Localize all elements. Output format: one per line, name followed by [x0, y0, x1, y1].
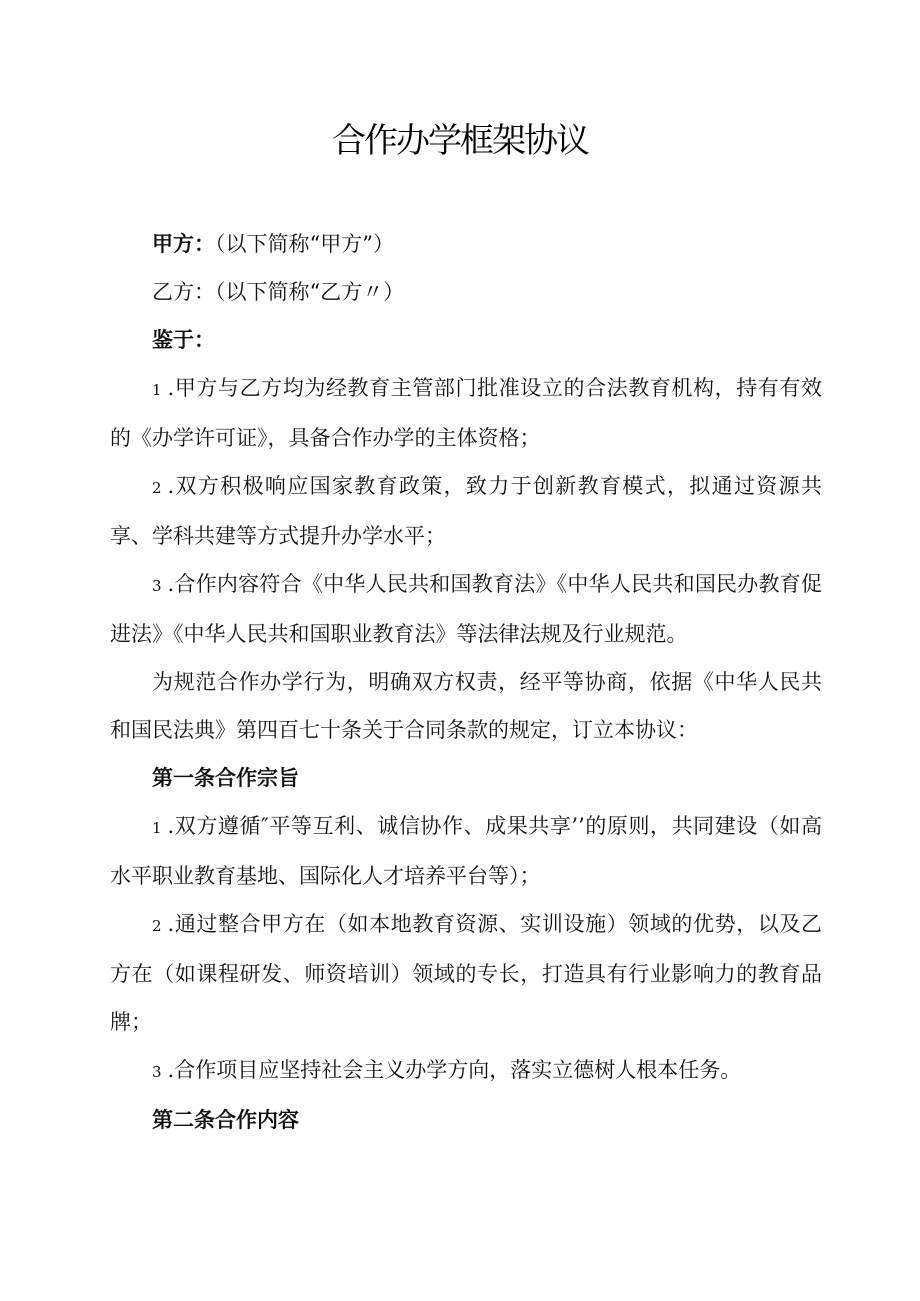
whereas-item-number: 2 — [152, 479, 162, 497]
whereas-item-number: 3 — [152, 577, 162, 595]
document-title: 合作办学框架协议 — [332, 121, 588, 161]
party-b-text: （以下简称“乙方〃） — [215, 280, 405, 304]
article-1-item-number: 2 — [152, 917, 162, 935]
article-1-item-number: 3 — [152, 1063, 162, 1081]
whereas-item — [110, 560, 822, 658]
party-b-line — [110, 268, 822, 316]
article-1-item-number: 1 — [152, 819, 162, 837]
whereas-item — [110, 462, 822, 560]
document-body — [110, 220, 822, 1144]
whereas-heading: 鉴于： — [152, 328, 215, 352]
whereas-item-text: .甲方与乙方均为经教育主管部门批准设立的合法教育机构，持有有效的《办学许可证》，具备合作办学的主体资格； — [110, 376, 822, 450]
intro-paragraph: 为规范合作办学行为，明确双方权责，经平等协商，依据《中华人民共和国民法典》第四百七十条关于合同条款的规定，订立本协议： — [110, 670, 822, 742]
article-1-item — [110, 802, 822, 900]
party-b-label: 乙方： — [152, 280, 215, 304]
article-1-heading: 第一条合作宗旨 — [152, 766, 299, 790]
whereas-item-text: .双方积极响应国家教育政策，致力于创新教育模式，拟通过资源共享、学科共建等方式提升办学水平； — [110, 474, 822, 548]
whereas-item-number: 1 — [152, 381, 162, 399]
whereas-item — [110, 364, 822, 462]
party-a-line — [110, 220, 822, 268]
party-a-text: （以下简称“甲方”） — [215, 232, 394, 256]
article-2-heading: 第二条合作内容 — [152, 1108, 299, 1132]
article-1-item-text: .双方遵循″平等互利、诚信协作、成果共享’’的原则，共同建设（如高水平职业教育基地、国际化人才培养平台等）； — [110, 814, 822, 888]
party-a-label: 甲方： — [152, 232, 215, 256]
article-1-item-text: .合作项目应坚持社会主义办学方向，落实立德树人根本任务。 — [167, 1058, 742, 1082]
article-1-item — [110, 1046, 822, 1096]
article-1-item — [110, 900, 822, 1046]
article-1-item-text: .通过整合甲方在（如本地教育资源、实训设施）领域的优势，以及乙方在（如课程研发、师资培训）领域的专长，打造具有行业影响力的教育品牌； — [110, 912, 822, 1034]
whereas-item-text: .合作内容符合《中华人民共和国教育法》《中华人民共和国民办教育促进法》《中华人民共和国职业教育法》等法律法规及行业规范。 — [110, 572, 822, 646]
